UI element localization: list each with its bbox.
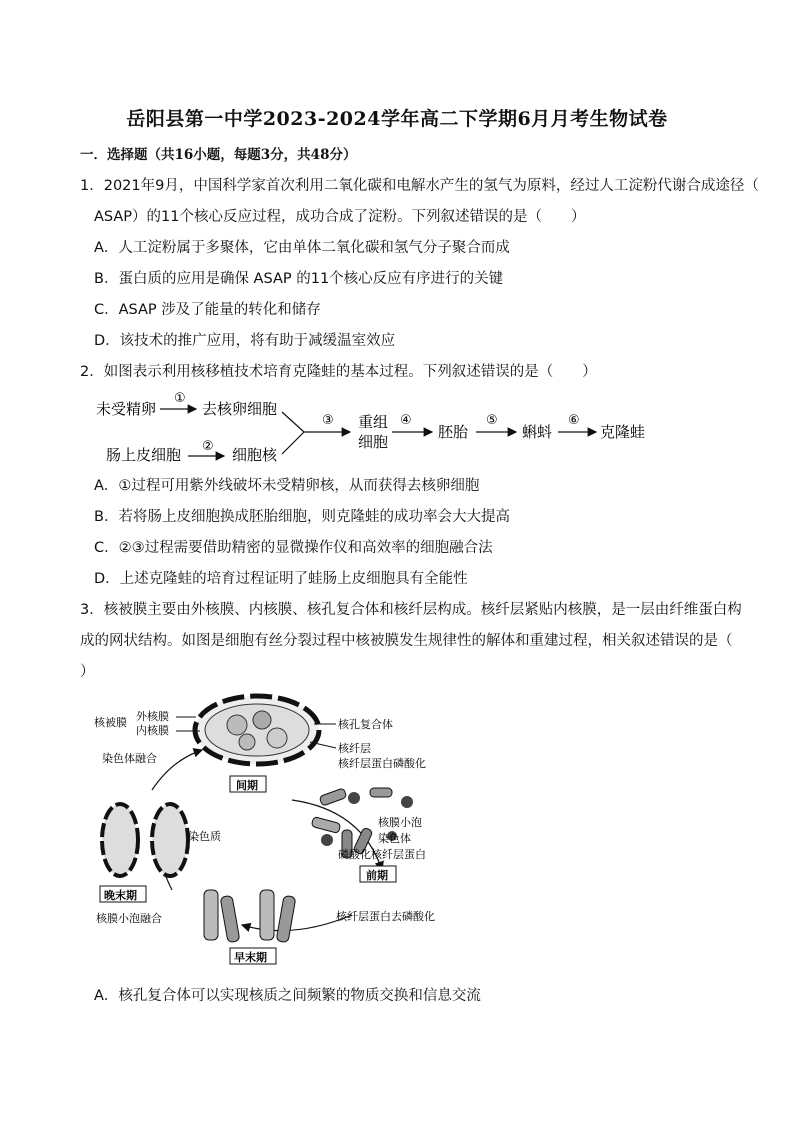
step-6-label: ⑥ [568,413,580,428]
node-recombinant-cell-line1: 重组 [358,413,389,431]
q3-option-a: A．核孔复合体可以实现核质之间频繁的物质交换和信息交流 [94,988,481,1004]
step-5-label: ⑤ [486,413,498,428]
label-outer-membrane: 外核膜 [136,710,169,723]
q1-option-a: A．人工淀粉属于多聚体，它由单体二氧化碳和氢气分子聚合而成 [94,240,510,256]
merge-line-bottom [282,432,304,454]
cycle-arrow-top [152,750,202,790]
step-4-label: ④ [400,413,412,428]
label-nuclear-envelope: 核被膜 [94,716,127,729]
label-prometaphase: 前期 [366,869,388,882]
node-unfertilized-egg: 未受精卵 [96,400,157,418]
node-cloned-frog: 克隆蛙 [600,423,646,441]
label-lamin-phosphorylation: 核纤层蛋白磷酸化 [338,757,426,770]
q1-stem-line1: 1．2021年9月，中国科学家首次利用二氧化碳和电解水产生的氢气为原料，经过人工淀粉代谢合成途径（ [80,178,759,194]
page-title: 岳阳县第一中学2023-2024学年高二下学期6月月考生物试卷 [126,108,668,130]
step-1-label: ① [174,392,186,406]
q3-stem-line2: 成的网状结构。如图是细胞有丝分裂过程中核被膜发生规律性的解体和重建过程，相关叙述错误的是（ [80,633,733,649]
q2-option-a: A．①过程可用紫外线破坏未受精卵核，从而获得去核卵细胞 [94,478,480,494]
step-3-label: ③ [322,413,334,428]
interphase-nucleus [195,696,319,764]
label-pore-complex: 核孔复合体 [338,718,393,731]
node-enucleated-egg: 去核卵细胞 [202,400,278,418]
node-recombinant-cell-line2: 细胞 [358,433,389,451]
node-nucleus: 细胞核 [232,446,278,464]
label-early-telophase: 早末期 [234,951,267,964]
label-lamina: 核纤层 [338,742,371,755]
section-heading: 一．选择题（共16小题，每题3分，共48分） [80,147,357,163]
cloning-process-diagram [96,392,656,472]
q2-stem: 2．如图表示利用核移植技术培育克隆蛙的基本过程。下列叙述错误的是（ ） [80,364,597,380]
q2-option-c: C．②③过程需要借助精密的显微操作仪和高效率的细胞融合法 [94,540,493,556]
label-lamin-dephosphorylation: 核纤层蛋白去磷酸化 [336,910,435,923]
label-chromosome-fusion: 染色体融合 [102,752,157,765]
node-intestinal-cell: 肠上皮细胞 [106,446,182,464]
label-interphase: 间期 [236,779,258,792]
step-2-label: ② [202,439,214,454]
node-tadpole: 蝌蚪 [522,423,553,441]
q2-option-b: B．若将肠上皮细胞换成胚胎细胞，则克隆蛙的成功率会大大提高 [94,509,510,525]
late-telophase-cells [102,804,188,876]
label-phosphorylated-lamin: 磷酸化核纤层蛋白 [338,848,426,861]
node-embryo: 胚胎 [438,423,469,441]
label-chromatin: 染色质 [188,830,221,843]
label-vesicle-fusion: 核膜小泡融合 [96,912,162,925]
label-late-telophase: 晚末期 [104,889,137,902]
label-inner-membrane: 内核膜 [136,724,169,737]
q1-option-d: D．该技术的推广应用，将有助于减缓温室效应 [94,333,396,349]
q1-option-b: B．蛋白质的应用是确保 ASAP 的11个核心反应有序进行的关键 [94,271,504,287]
early-telophase-cells [204,890,296,943]
label-chromosome: 染色体 [378,832,411,845]
q3-stem-line1: 3．核被膜主要由外核膜、内核膜、核孔复合体和核纤层构成。核纤层紧贴内核膜，是一层由纤维蛋白构 [80,602,742,618]
merge-line-top [282,412,304,432]
label-vesicle: 核膜小泡 [378,816,422,829]
q1-option-c: C．ASAP 涉及了能量的转化和储存 [94,302,321,318]
q2-option-d: D．上述克隆蛙的培育过程证明了蛙肠上皮细胞具有全能性 [94,571,468,587]
q3-stem-line3: ） [80,664,95,680]
nuclear-envelope-cycle-figure [92,690,472,970]
q1-stem-line2: ASAP）的11个核心反应过程，成功合成了淀粉。下列叙述错误的是（ ） [94,209,586,225]
